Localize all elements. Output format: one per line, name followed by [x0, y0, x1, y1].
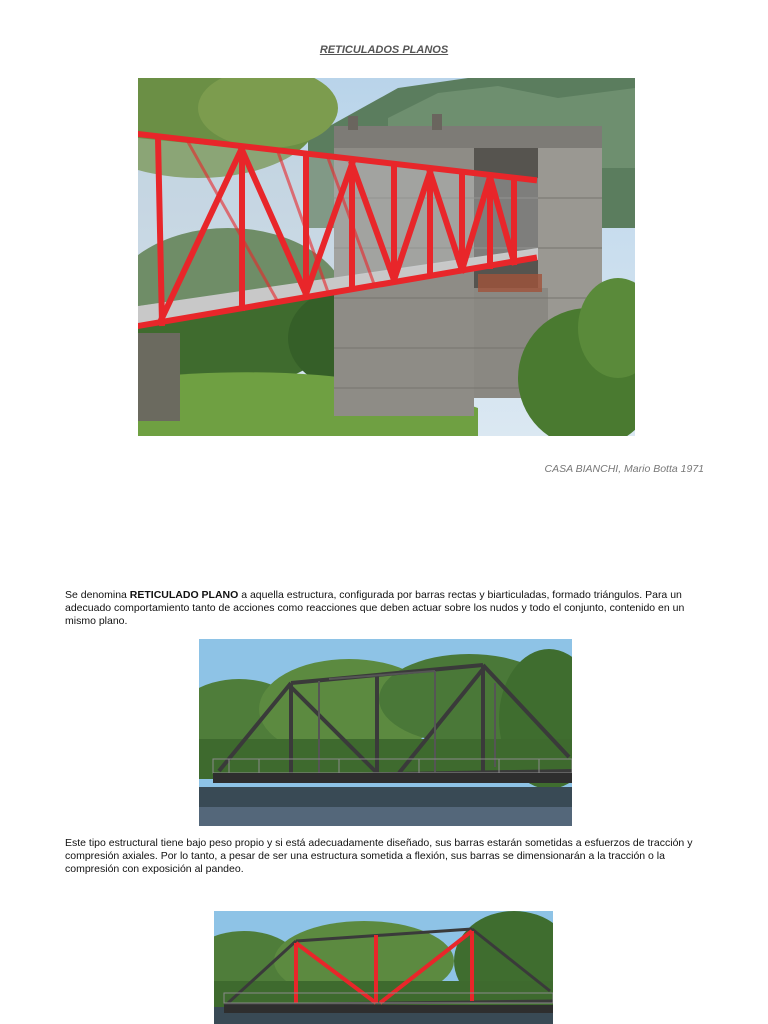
photo-truss-highlighted-members	[214, 911, 553, 1024]
term-reticulado-plano: RETICULADO PLANO	[129, 589, 239, 601]
paragraph-definition	[65, 589, 705, 628]
photo-steel-truss-bridge	[199, 639, 572, 826]
photo-casa-bianchi	[138, 78, 635, 436]
para1-rest: a aquella estructura, configurada por barras rectas y biarticuladas, formado triángulos. Para un adecuado comportamiento tanto de acciones como reacciones que deben actuar sobre los nudos y todo el conjunto, contenido en un mismo plano.	[65, 589, 685, 627]
para1-lead: Se denomina	[65, 589, 130, 601]
photo-caption: CASA BIANCHI, Mario Botta 1971	[544, 463, 704, 475]
document-title: RETICULADOS PLANOS	[319, 44, 449, 56]
paragraph-behavior: Este tipo estructural tiene bajo peso propio y si está adecuadamente diseñado, sus barras estarán sometidas a esfuerzos de tracción y compresión axiales. Por lo tanto, a pesar de ser una estructura sometida a flexión, sus barras se dimensionarán a la tracción o la compresión con exposición al pandeo.	[65, 837, 693, 875]
